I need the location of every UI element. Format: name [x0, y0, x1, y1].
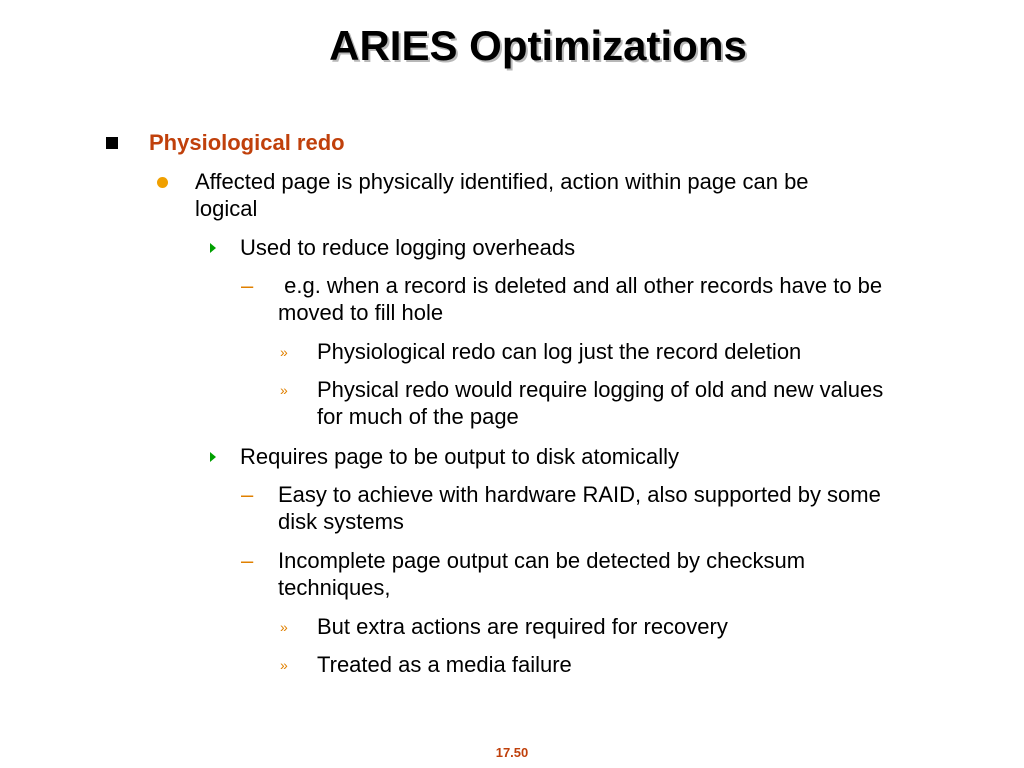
- raquo-bullet-icon: »: [280, 382, 288, 398]
- bullet-text: Easy to achieve with hardware RAID, also supported by some: [278, 482, 881, 507]
- dot-bullet-icon: [157, 177, 168, 188]
- bullet-text: e.g. when a record is deleted and all other records have to be: [278, 273, 883, 298]
- bullet-text: Physiological redo: [149, 130, 345, 155]
- triangle-bullet-icon: [210, 243, 216, 253]
- bullet-text: Affected page is physically identified, action within page can be: [195, 169, 809, 194]
- dash-bullet-icon: –: [241, 548, 254, 573]
- raquo-bullet-icon: »: [280, 344, 288, 360]
- bullet-text: Physical redo would require logging of old and new values: [317, 377, 884, 402]
- raquo-bullet-icon: »: [280, 619, 288, 635]
- bullet-text-continued: techniques,: [278, 575, 391, 600]
- square-bullet-icon: [106, 137, 118, 149]
- bullet-text-continued: disk systems: [278, 509, 404, 534]
- bullet-text: Requires page to be output to disk atomically: [240, 444, 680, 469]
- slide-number: 17.50: [495, 745, 529, 760]
- triangle-bullet-icon: [210, 452, 216, 462]
- bullet-text: Treated as a media failure: [317, 652, 572, 677]
- bullet-text: Incomplete page output can be detected by checksum: [278, 548, 806, 573]
- bullet-text-continued: logical: [195, 196, 258, 221]
- bullet-text: Physiological redo can log just the record deletion: [317, 339, 802, 364]
- bullet-text: But extra actions are required for recovery: [317, 614, 728, 639]
- bullet-text-continued: moved to fill hole: [278, 300, 444, 325]
- dash-bullet-icon: –: [241, 482, 254, 507]
- bullet-text-continued: for much of the page: [317, 404, 519, 429]
- raquo-bullet-icon: »: [280, 657, 288, 673]
- bullet-text: Used to reduce logging overheads: [240, 235, 576, 260]
- dash-bullet-icon: –: [241, 273, 254, 298]
- slide-title: ARIES Optimizations: [329, 22, 747, 69]
